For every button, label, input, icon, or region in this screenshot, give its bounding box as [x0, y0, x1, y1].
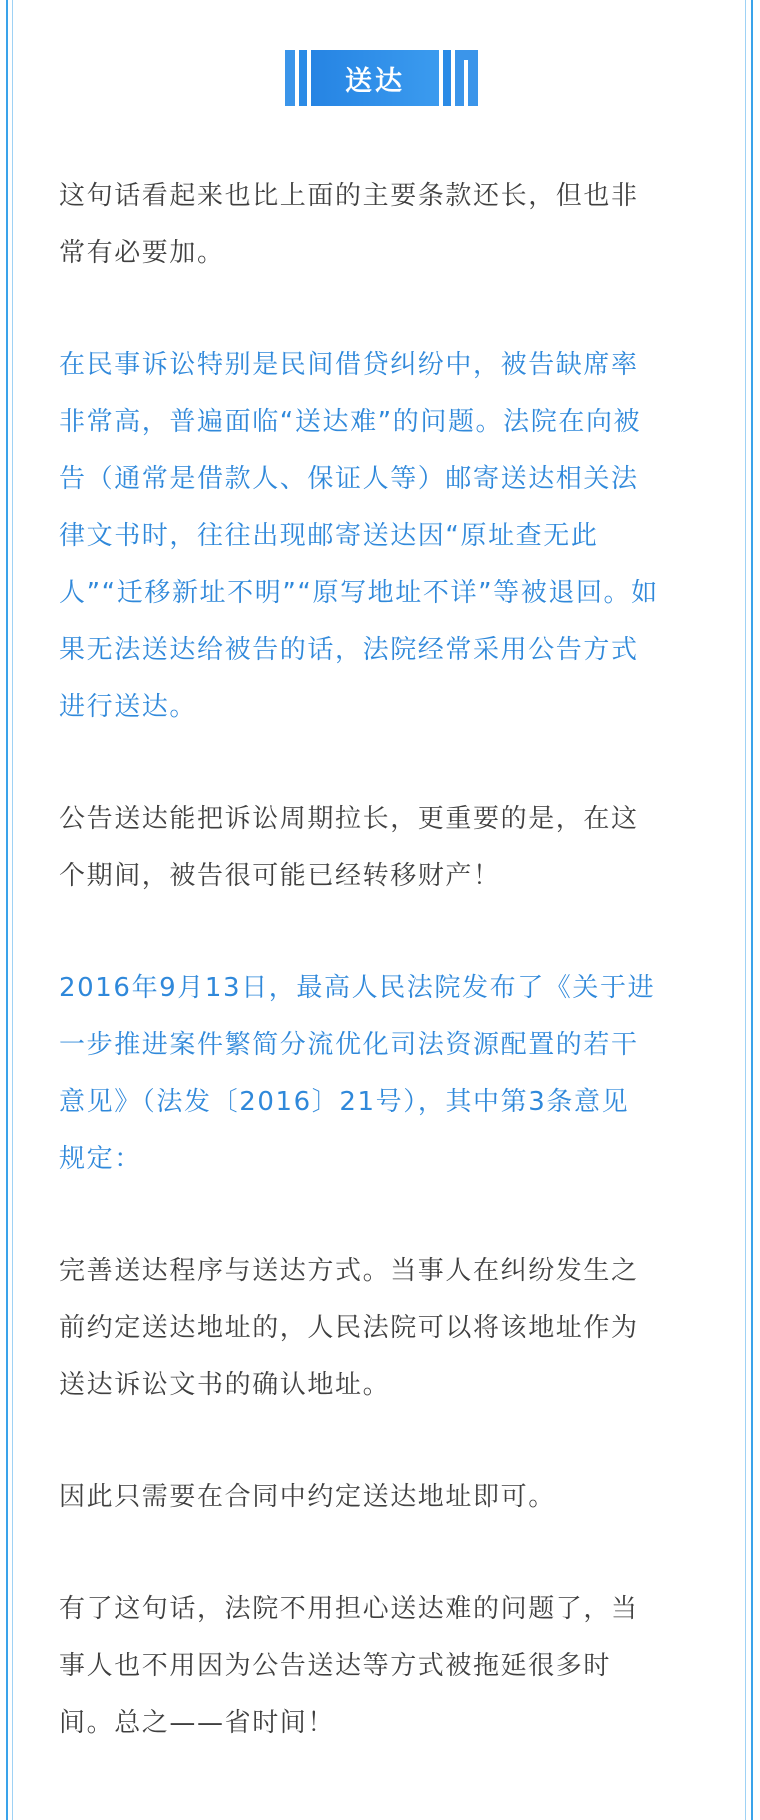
frame-right-border	[751, 0, 753, 1820]
frame-right-inner-border	[745, 0, 746, 1820]
section-header	[285, 50, 478, 106]
paragraph-4-highlight: 2016年9月13日，最高人民法院发布了《关于进 一步推进案件繁简分流优化司法资源配置的若干 意见》（法发〔2016〕21号），其中第3条意见 规定：	[59, 973, 656, 1174]
header-title-box	[311, 50, 439, 106]
header-decor-bar-left-inner	[299, 50, 307, 106]
paragraph-3: 公告送达能把诉讼周期拉长，更重要的是，在这 个期间，被告很可能已经转移财产！	[59, 804, 639, 891]
header-decor-bar-right-inner	[443, 50, 451, 106]
paragraph-1: 这句话看起来也比上面的主要条款还长，但也非 常有必要加。	[59, 181, 639, 268]
article-body	[59, 168, 702, 1807]
paragraph-7: 有了这句话，法院不用担心送达难的问题了，当 事人也不用因为公告送达等方式被拖延很多时 间。总之——省时间！	[59, 1594, 639, 1738]
header-decor-bar-right-outer	[455, 50, 478, 106]
header-decor-bar-left-outer	[285, 50, 295, 106]
frame-left-border	[6, 0, 8, 1820]
paragraph-2-highlight: 在民事诉讼特别是民间借贷纠纷中，被告缺席率 非常高，普遍面临“送达难”的问题。法院在向被 告（通常是借款人、保证人等）邮寄送达相关法 律文书时，往往出现邮寄送达因“原址查无此 人”“迁移新址不明”“原写地址不详”等被退回。如 果无法送达给被告的话，法院经常采用公告方式 进行送达。	[59, 350, 659, 722]
section-title: 送达	[345, 65, 405, 97]
paragraph-5: 完善送达程序与送达方式。当事人在纠纷发生之 前约定送达地址的，人民法院可以将该地址作为 送达诉讼文书的确认地址。	[59, 1256, 639, 1400]
paragraph-6: 因此只需要在合同中约定送达地址即可。	[59, 1482, 556, 1512]
frame-left-inner-border	[12, 0, 13, 1820]
